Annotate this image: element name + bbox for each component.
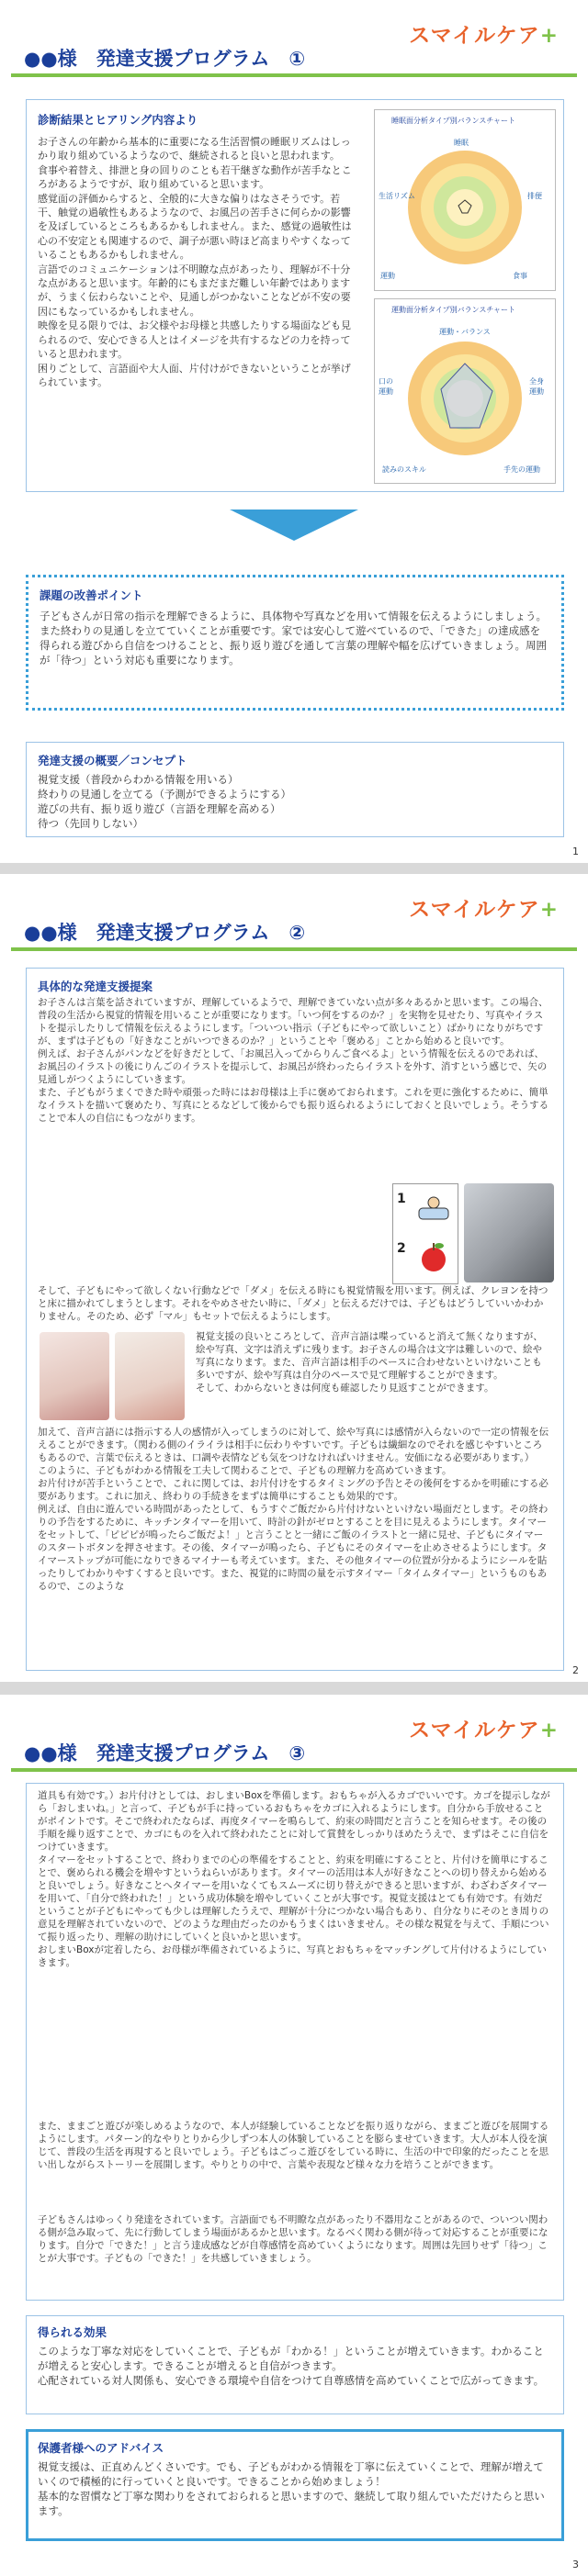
policy-item: 遊びの共有、振り返り遊び（言語を理解を高める）	[38, 802, 281, 815]
sleep-chart-title: 睡眠面分析タイプ別バランスチャート	[391, 117, 515, 125]
policy-item: 視覚支援（普段からわかる情報を用いる）	[38, 773, 239, 786]
advice-text: 視覚支援は、正直めんどくさいです。でも、子どもがわかる情報を丁寧に伝えていくことで、理解が増えていくので積極的に行っていくと良いです。できることから始めましょう！ 基本的な習慣など丁寧な関わりをされておられると思いますので、継続して取り組んでいただけたらと思います。	[38, 2460, 545, 2517]
step-2-number: 2	[397, 1241, 406, 1256]
proposal-heading: 具体的な発達支援提案	[38, 980, 153, 993]
issue-section	[26, 575, 564, 711]
title-divider	[11, 73, 577, 77]
effect-heading: 得られる効果	[38, 2325, 107, 2339]
sleep-axis-1: 睡眠	[454, 139, 469, 147]
page-number: 3	[572, 2559, 579, 2570]
photo-card-holder	[464, 1183, 554, 1282]
brand-logo: スマイルケア+	[409, 1719, 559, 1742]
effect-section	[26, 2315, 564, 2414]
step-1-number: 1	[397, 1192, 406, 1206]
sleep-axis-5: 生活リズム	[379, 192, 415, 200]
page-title: ●●様 発達支援プログラム ③	[24, 1742, 306, 1764]
policy-item: 待つ（先回りしない）	[38, 817, 143, 830]
motor-axis-1: 運動・バランス	[439, 328, 491, 336]
page-number: 1	[572, 846, 579, 857]
sleep-axis-3: 食事	[513, 272, 527, 280]
brand-plus-icon: +	[539, 898, 559, 922]
brand-plus-icon: +	[539, 1719, 559, 1742]
issue-text: 子どもさんが日常の指示を理解できるように、具体物や写真などを用いて情報を伝えるようにしましょう。また終わりの見通しを立てていくことが重要です。家では安心して遊べているので、「できた」の達成感を得られる遊びから自信をつけることと、振り返り遊びを通して言葉の理解や幅を広げていきましょう。周囲が「待つ」という対応も重要になります。	[40, 610, 547, 666]
proposal-text-d: 加えて、音声言語には指示する人の感情が入ってしまうのに対して、絵や写真には感情が入らないので一定の情報を伝えることができます。（関わる側のイライラは相手に伝わりやすいです。子どもは繊細なのでそれを感じやすいところもあるので、言葉で伝えるときは、口調や表情なども気をつけなければいけません。安価になる必要があります。） このように、子どもがわかる情報を工夫して関わることで、子どもの理解力を高めていきます。 お片付けが苦手ということで、これに関しては、お片付けをするタイミングの予告とその後何をするかを明確にする必要があります。これに加え、終わりの手続きをまずは簡単にすることも効果的です。 例えば、自由に遊んでいる時間があったとして、もうすぐご飯だから片付けないといけない場面だとします。その終わりの予告をするために、キッチンタイマーを用いて、時計の針がゼロとすることを目に見えるようにします。タイマーをセットして、「ピピピが鳴ったらご飯だよ！」と言うことと一緒にご飯のイラストと一緒に見せ、子どもにタイマーのスタートボタンを押させます。その後、タイマーが鳴ったら、子どもにそのタイマーを止めさせるようにします。タイマーストップが可能になりできるマイナーも考えています。また、その他タイマーの位置が分かるようにシールを貼ったりしてわかりやすくすると良いです。また、視覚的に時間の量を示すタイマー「タイムタイマー」というものもあるので、このような	[38, 1427, 549, 1592]
photo-crayon-ok	[115, 1332, 185, 1420]
policy-heading: 発達支援の概要／コンセプト	[38, 754, 187, 767]
motor-axis-2: 全身運動	[529, 377, 544, 396]
title-divider	[11, 947, 577, 951]
policy-section	[26, 742, 564, 837]
motor-balance-chart	[374, 298, 556, 484]
proposal-continued-section	[26, 1783, 564, 2301]
diagnosis-text: お子さんの年齢から基本的に重要になる生活習慣の睡眠リズムはしっかり取り組めているようなので、継続されると良いと思われます。 食事や着替え、排泄と身の回りのことも若干継ぎな動作が苦手なところがあるようですが、取り組めていると思います。 感覚面の評価からすると、全般的に大きな偏りはなさそうです。若干、触覚の過敏性もあるようなので、お風呂の苦手さに何らかの影響を及ぼしているところもあるかもしれません。また、感覚の過敏性は心の不安定とも関連するので、調子が悪い時ほど高まりやすくなっていることもあるかもしれません。 言語でのコミュニケーションは不明瞭な点があったり、理解が不十分な点があると思います。年齢的にもまだまだ難しい年齢ではありますが、うまく伝わらないことや、見通しがつかないことなどが不安の要因にもなっているかもしれません。 映像を見る限りでは、お父様やお母様と共感したりする場面なども見られるので、安心できる人とはイメージを共有するなどの力を持っていると思われます。 困りごとして、言語面や大人面、片付けができないということが挙げられています。	[38, 136, 352, 388]
proposal-text-b: そして、子どもにやって欲しくない行動などで「ダメ」を伝える時にも視覚情報を用います。例えば、クレヨンを持つと床に描かれてしまうとします。それをやめさせたい時に、「ダメ」と伝えるだけでは、子どもはどうしていいかわかりません。そのため、必ず「マル」もセットで伝えるようにします。	[38, 1285, 548, 1322]
proposal-section	[26, 968, 564, 1671]
page-title: ●●様 発達支援プログラム ①	[24, 48, 306, 70]
motor-chart-title: 運動面分析タイプ別バランスチャート	[391, 306, 515, 314]
proposal-text-b: また、ままごと遊びが楽しめるようなので、本人が経験していることなどを振り返りながら、ままごと遊びを展開するようにします。パターン的なやりとりから少しずつ本人の体験していることを膨らませていきます。大人が本人役を演じて、普段の生活を再現すると良いでしょう。子どもはごっこ遊びをしている時に、生活の中で印象的だったことを思い出しながらストーリーを展開します。やりとりの中で、言葉や表現など様々な力を培うことができます。	[38, 2121, 549, 2170]
diagnosis-heading: 診断結果とヒアリング内容より	[38, 113, 198, 127]
advice-heading: 保護者様へのアドバイス	[38, 2441, 164, 2455]
motor-axis-3: 手先の運動	[503, 465, 540, 474]
page-3	[0, 1695, 588, 2576]
page-1	[0, 0, 588, 863]
proposal-text-c: 視覚支援の良いところとして、音声言語は喋っていると消えて無くなりますが、絵や写真、文字は消えずに残ります。お子さんの場合は文字は難しいので、絵や写真になります。また、音声言語は相手のペースに合わせないといけないことも多いですが、絵や写真は自分のペースで見て理解することができます。 そして、わからないときは何度も確認したり見返すことができます。	[196, 1331, 543, 1394]
policy-item: 終わりの見通しを立てる（予測ができるようにする）	[38, 788, 291, 801]
effect-text: このような丁寧な対応をしていくことで、子どもが「わかる！」ということが増えていきます。わかることが増えると安心します。できることが増えると自信がつきます。 心配されている対人関係も、安心できる環境や自信をつけて自尊感情を高めていくことで広がってきます。	[38, 2345, 545, 2387]
picture-cards	[392, 1183, 458, 1284]
brand-logo: スマイルケア+	[409, 898, 559, 922]
page-2	[0, 874, 588, 1682]
sleep-balance-chart	[374, 109, 556, 291]
sleep-axis-4: 運動	[380, 272, 395, 280]
motor-axis-5: 口の運動	[379, 377, 393, 396]
proposal-text-c: 子どもさんはゆっくり発達をされています。言語面でも不明瞭な点があったり不器用なことがあるので、ついつい関わる側が急み取って、先に行動してしまう場面があるかと思います。なるべく関わる側が待って対応することが重要になります。自分で「できた！」と言う達成感などが自尊感情を高めていくようになります。周囲は先回りせず「待つ」ことが大事です。子どもの「できた！」を共感していきましょう。	[38, 2214, 548, 2264]
down-arrow-icon	[230, 510, 358, 541]
proposal-text-a: お子さんは言葉を話されていますが、理解しているようで、理解できていない点が多々あるかと思います。この場合、普段の生活から視覚的情報を用いることが重要になります。「いつ何をするのか？」を実物を見せたり、写真やイラストを提示したりして情報を伝えるようにします。「ついつい指示（子どもにやって欲しいこと）ばかりになりがちですが、まずは子どもの「好きなことがいつできるのか？」ということや「褒める」ことから始めると良いです。 例えば、お子さんがパンなどを好きだとして、「お風呂入ってからりんご食べるよ」という情報を伝えるのであれば、お風呂のイラストの後にりんごのイラストを提示して、お風呂が終わったらイラストを外す、消すという感じで、矢の見通しがつくようにしていきます。 また、子どもがうまくできた時や頑張った時にはお母様は上手に褒めておられます。これを更に強化するために、簡単なイラストを描いて褒めたり、写真にとるなどして後からでも振り返られるようにしておくと良いでしょう。そうすることで本人の自信にもつながります。	[38, 997, 549, 1124]
proposal-text-a: 道具も有効です。）お片付けとしては、おしまいBoxを準備します。おもちゃが入るカゴでいいです。カゴを提示しながら「おしまいね。」と言って、子どもが手に持っているおもちゃをカゴに入れるようにします。自分から手放せることがポイントです。そこで終われたならば、再度タイマーを鳴らして、約束の時間だと言うことを知らせます。その後の手順を繰り返すことで、カゴにものを入れて終われたことに対して賞賛をしっかりほめたうえで、まずはそこに自信をつけていきます。 タイマーをセットすることで、終わりまでの心の準備をすることと、約束を明確にすることと、片付けを簡単にすることで、褒められる機会を増やすというねらいがあります。タイマーの活用は本人が好きなことへの切り替えから始めると良いでしょう。好きなことへタイマーを用いなくてもスムーズに切り替えができると思いますが、わざわざタイマーを用いて、「自分で終われた！」という成功体験を増やしていくことが大事です。視覚支援はとても有効です。有効だということが子どもにやっても少しは理解したうえで、理解が十分につかない場合もあり、自分なりにそのとき周りの意見を理解されていないので、どのような理由だったのかもうまくはいきません。その様な視覚を与えて、手順について振り返ったり、理解の助けにしていくと良いかと思います。 おしまいBoxが定着したら、お母様が準備されているように、写真とおもちゃをマッチングして片付けるようにしていきます。	[38, 1790, 550, 1968]
motor-axis-4: 読みのスキル	[382, 465, 426, 474]
brand-plus-icon: +	[539, 24, 559, 48]
brand-logo: スマイルケア+	[409, 24, 559, 48]
photo-crayon-no	[40, 1332, 109, 1420]
title-divider	[11, 1768, 577, 1772]
page-number: 2	[572, 1664, 579, 1676]
issue-heading: 課題の改善ポイント	[40, 588, 143, 602]
diagnosis-section	[26, 99, 564, 492]
page-title: ●●様 発達支援プログラム ②	[24, 922, 306, 944]
bath-icon	[415, 1188, 452, 1225]
sleep-axis-2: 排便	[527, 192, 542, 200]
advice-section	[26, 2429, 564, 2541]
apple-icon	[415, 1238, 452, 1274]
